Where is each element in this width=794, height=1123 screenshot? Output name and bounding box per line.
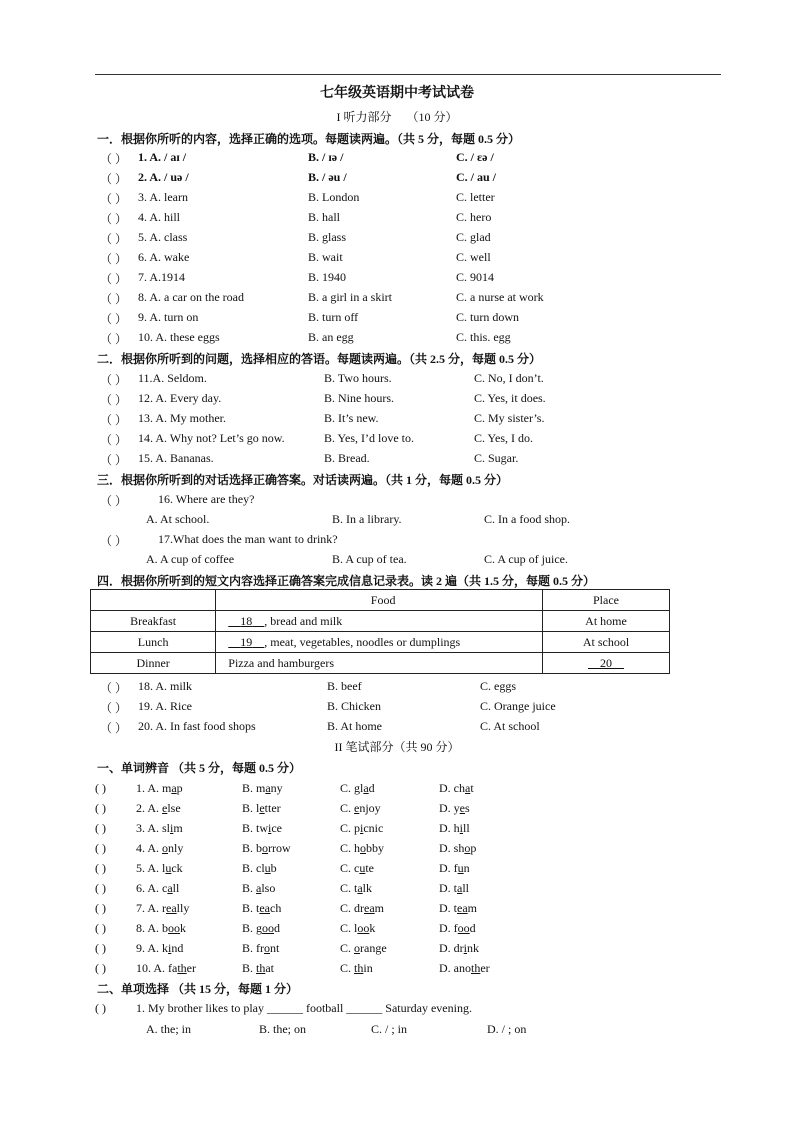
answer-bracket[interactable]: （ ） [100, 721, 128, 735]
answer-bracket[interactable]: ( ) [95, 781, 106, 795]
blank-20[interactable]: 20 [600, 655, 612, 670]
option-c: C. talk [340, 881, 373, 895]
question-row [0, 190, 794, 208]
phonics-row [0, 841, 794, 859]
question-row [0, 330, 794, 348]
top-rule [95, 74, 721, 75]
option-b: B. that [242, 961, 275, 975]
answer-bracket[interactable]: （ ） [100, 212, 128, 226]
option-b: B. many [242, 781, 283, 795]
option-b: B. glass [308, 230, 347, 244]
option-c: C. enjoy [340, 801, 381, 815]
option-a: 6. A. call [136, 881, 180, 895]
option-c: C. glad [340, 781, 375, 795]
question-row [0, 411, 794, 429]
option-a: 9. A. kind [136, 941, 184, 955]
option-c: C. / ; in [371, 1022, 408, 1036]
option-a: 11.A. Seldom. [138, 371, 207, 385]
option-a: 10. A. these eggs [138, 330, 220, 344]
option-c: C. well [456, 250, 491, 264]
answer-bracket[interactable]: （ ） [100, 453, 128, 467]
answer-bracket[interactable]: （ ） [100, 534, 128, 548]
answer-bracket[interactable]: （ ） [100, 393, 128, 407]
answer-bracket[interactable]: （ ） [100, 192, 128, 206]
header-place: Place [543, 590, 670, 611]
answer-bracket[interactable]: ( ) [95, 821, 106, 835]
answer-bracket[interactable]: ( ) [95, 1001, 106, 1015]
answer-bracket[interactable]: （ ） [100, 232, 128, 246]
phonics-row [0, 801, 794, 819]
section-2-heading: 二．根据你所听到的问题，选择相应的答语。每题读两遍。（共 2.5 分，每题 0.5 分） [97, 352, 542, 366]
answer-bracket[interactable]: （ ） [100, 172, 128, 186]
option-b: B. Yes, I’d love to. [324, 431, 415, 445]
option-a: 1. A. map [136, 781, 183, 795]
page-title: 七年级英语期中考试试卷 [320, 86, 474, 101]
answer-bracket[interactable]: （ ） [100, 701, 128, 715]
table-row [91, 611, 670, 632]
answer-bracket[interactable]: （ ） [100, 332, 128, 346]
option-b: B. club [242, 861, 277, 875]
option-c: C. orange [340, 941, 387, 955]
option-b: B. A cup of tea. [332, 552, 407, 566]
option-c: C. No, I don’t. [474, 371, 544, 385]
answer-bracket[interactable]: ( ) [95, 861, 106, 875]
option-b: B. It’s new. [324, 411, 379, 425]
option-c: C. turn down [456, 310, 519, 324]
option-c: C. My sister’s. [474, 411, 545, 425]
written-section-2-heading: 二、单项选择 （共 15 分，每题 1 分） [97, 982, 299, 996]
mc-question-1 [0, 1001, 794, 1019]
option-c: C. picnic [340, 821, 384, 835]
question-17-options [0, 552, 794, 570]
question-text: 17.What does the man want to drink? [158, 532, 338, 546]
answer-bracket[interactable]: ( ) [95, 881, 106, 895]
question-row [0, 310, 794, 328]
option-c: C. / ɛə / [456, 150, 494, 164]
answer-bracket[interactable]: （ ） [100, 681, 128, 695]
question-row [0, 391, 794, 409]
meal-cell: Lunch [91, 632, 216, 653]
option-b: B. the; on [259, 1022, 306, 1036]
question-row [0, 210, 794, 228]
option-b: B. Bread. [324, 451, 370, 465]
option-b: B. London [308, 190, 360, 204]
header-meal [91, 590, 216, 611]
phonics-row [0, 921, 794, 939]
option-d: D. tall [439, 881, 469, 895]
question-16-options [0, 512, 794, 530]
option-a: 18. A. milk [138, 679, 193, 693]
section-3-heading: 三．根据你所听到的对话选择正确答案。对话读两遍。（共 1 分，每题 0.5 分） [97, 473, 509, 487]
option-a: 9. A. turn on [138, 310, 199, 324]
option-a: 20. A. In fast food shops [138, 719, 256, 733]
option-b: B. a girl in a skirt [308, 290, 392, 304]
food-cell: 19 , meat, vegetables, noodles or dumplings [216, 632, 543, 653]
option-c: C. Yes, it does. [474, 391, 546, 405]
option-b: B. good [242, 921, 281, 935]
option-c: C. A cup of juice. [484, 552, 568, 566]
option-b: B. also [242, 881, 276, 895]
option-b: B. front [242, 941, 280, 955]
written-section-1-heading: 一、单词辨音 （共 5 分，每题 0.5 分） [97, 761, 302, 775]
option-d: D. another [439, 961, 490, 975]
option-a: 6. A. wake [138, 250, 190, 264]
question-16 [0, 492, 794, 510]
food-cell: Pizza and hamburgers [216, 653, 543, 674]
table-row [91, 653, 670, 674]
answer-bracket[interactable]: （ ） [100, 413, 128, 427]
option-a: A. At school. [146, 512, 210, 526]
option-b: B. wait [308, 250, 343, 264]
option-d: D. yes [439, 801, 470, 815]
phonics-row [0, 861, 794, 879]
answer-bracket[interactable]: （ ） [100, 494, 128, 508]
option-d: D. team [439, 901, 477, 915]
option-a: 1. A. / aɪ / [138, 150, 187, 164]
question-row [0, 150, 794, 168]
question-row [0, 431, 794, 449]
option-a: 12. A. Every day. [138, 391, 222, 405]
option-a: 7. A. really [136, 901, 190, 915]
blank-19[interactable]: 19 [240, 634, 253, 649]
option-c: C. a nurse at work [456, 290, 544, 304]
option-b: B. letter [242, 801, 281, 815]
option-d: D. fun [439, 861, 470, 875]
mc-question-1-options [0, 1022, 794, 1040]
answer-bracket[interactable]: （ ） [100, 292, 128, 306]
question-row [0, 290, 794, 308]
answer-bracket[interactable]: ( ) [95, 841, 106, 855]
question-17 [0, 532, 794, 550]
option-b: B. Nine hours. [324, 391, 394, 405]
option-c: C. dream [340, 901, 384, 915]
table-header-row [91, 590, 670, 611]
option-b: B. Chicken [327, 699, 381, 713]
option-c: C. thin [340, 961, 373, 975]
option-d: D. shop [439, 841, 477, 855]
question-row [0, 699, 794, 717]
question-text: 1. My brother likes to play ______ football ______ Saturday evening. [136, 1001, 472, 1015]
option-b: B. hall [308, 210, 340, 224]
question-row [0, 719, 794, 737]
option-d: D. drink [439, 941, 480, 955]
option-b: B. / əu / [308, 170, 347, 184]
question-text: 16. Where are they? [158, 492, 255, 506]
question-row [0, 451, 794, 469]
answer-bracket[interactable]: ( ) [95, 901, 106, 915]
header-food: Food [216, 590, 543, 611]
answer-bracket[interactable]: ( ) [95, 801, 106, 815]
answer-bracket[interactable]: （ ） [100, 373, 128, 387]
place-cell [543, 653, 670, 674]
option-b: B. 1940 [308, 270, 347, 284]
option-a: 15. A. Bananas. [138, 451, 214, 465]
option-c: C. 9014 [456, 270, 495, 284]
option-a: 3. A. learn [138, 190, 188, 204]
option-c: C. hero [456, 210, 492, 224]
option-b: B. At home [327, 719, 383, 733]
question-row [0, 270, 794, 288]
option-b: B. turn off [308, 310, 359, 324]
option-b: B. borrow [242, 841, 291, 855]
blank-18[interactable]: 18 [240, 613, 253, 628]
option-c: C. Orange juice [480, 699, 556, 713]
option-c: C. letter [456, 190, 495, 204]
table-row [91, 632, 670, 653]
option-c: C. hobby [340, 841, 385, 855]
option-c: C. Yes, I do. [474, 431, 534, 445]
option-a: 5. A. luck [136, 861, 183, 875]
option-b: B. an egg [308, 330, 354, 344]
option-b: B. In a library. [332, 512, 402, 526]
option-a: 5. A. class [138, 230, 188, 244]
option-a: 7. A.1914 [138, 270, 186, 284]
meal-cell: Dinner [91, 653, 216, 674]
option-a: 3. A. slim [136, 821, 183, 835]
option-a: 14. A. Why not? Let’s go now. [138, 431, 285, 445]
option-d: D. / ; on [487, 1022, 527, 1036]
option-b: B. / ɪə / [308, 150, 344, 164]
question-row [0, 170, 794, 188]
question-row [0, 679, 794, 697]
option-a: 4. A. hill [138, 210, 181, 224]
option-a: 2. A. else [136, 801, 181, 815]
option-b: B. Two hours. [324, 371, 392, 385]
answer-bracket[interactable]: （ ） [100, 433, 128, 447]
option-c: C. In a food shop. [484, 512, 570, 526]
question-row [0, 230, 794, 248]
option-a: 13. A. My mother. [138, 411, 227, 425]
option-a: 10. A. father [136, 961, 196, 975]
phonics-row [0, 821, 794, 839]
option-a: 8. A. a car on the road [138, 290, 244, 304]
option-c: C. Sugar. [474, 451, 519, 465]
answer-bracket[interactable]: （ ） [100, 252, 128, 266]
option-a: 19. A. Rice [138, 699, 192, 713]
section-4-heading: 四．根据你所听到的短文内容选择正确答案完成信息记录表。读 2 遍（共 1.5 分，每题 0.5 分） [97, 574, 596, 588]
option-b: B. teach [242, 901, 282, 915]
meal-cell: Breakfast [91, 611, 216, 632]
option-d: D. chat [439, 781, 474, 795]
phonics-row [0, 781, 794, 799]
answer-bracket[interactable]: （ ） [100, 272, 128, 286]
phonics-row [0, 961, 794, 979]
food-cell: 18 , bread and milk [216, 611, 543, 632]
section-1-heading: 一．根据你所听的内容，选择正确的选项。每题读两遍。（共 5 分，每题 0.5 分） [97, 132, 521, 146]
option-a: 2. A. / uə / [138, 170, 189, 184]
question-row [0, 371, 794, 389]
info-record-table [90, 589, 670, 674]
question-row [0, 250, 794, 268]
option-a: A. A cup of coffee [146, 552, 235, 566]
phonics-row [0, 941, 794, 959]
answer-bracket[interactable]: ( ) [95, 961, 106, 975]
part-two-heading: II 笔试部分（共 90 分） [334, 740, 460, 754]
option-c: C. / au / [456, 170, 497, 184]
phonics-row [0, 901, 794, 919]
option-d: D. food [439, 921, 476, 935]
option-b: B. beef [327, 679, 362, 693]
option-c: C. this. egg [456, 330, 511, 344]
option-c: C. look [340, 921, 376, 935]
option-c: C. eggs [480, 679, 516, 693]
option-a: 8. A. book [136, 921, 187, 935]
option-c: C. cute [340, 861, 375, 875]
answer-bracket[interactable]: （ ） [100, 312, 128, 326]
phonics-row [0, 881, 794, 899]
answer-bracket[interactable]: ( ) [95, 941, 106, 955]
answer-bracket[interactable]: （ ） [100, 152, 128, 166]
part-one-heading: I 听力部分 （10 分） [336, 110, 458, 124]
answer-bracket[interactable]: ( ) [95, 921, 106, 935]
option-c: C. At school [480, 719, 540, 733]
option-a: A. the; in [146, 1022, 191, 1036]
option-d: D. hill [439, 821, 470, 835]
option-c: C. glad [456, 230, 491, 244]
place-cell: At home [543, 611, 670, 632]
option-a: 4. A. only [136, 841, 184, 855]
place-cell: At school [543, 632, 670, 653]
option-b: B. twice [242, 821, 283, 835]
